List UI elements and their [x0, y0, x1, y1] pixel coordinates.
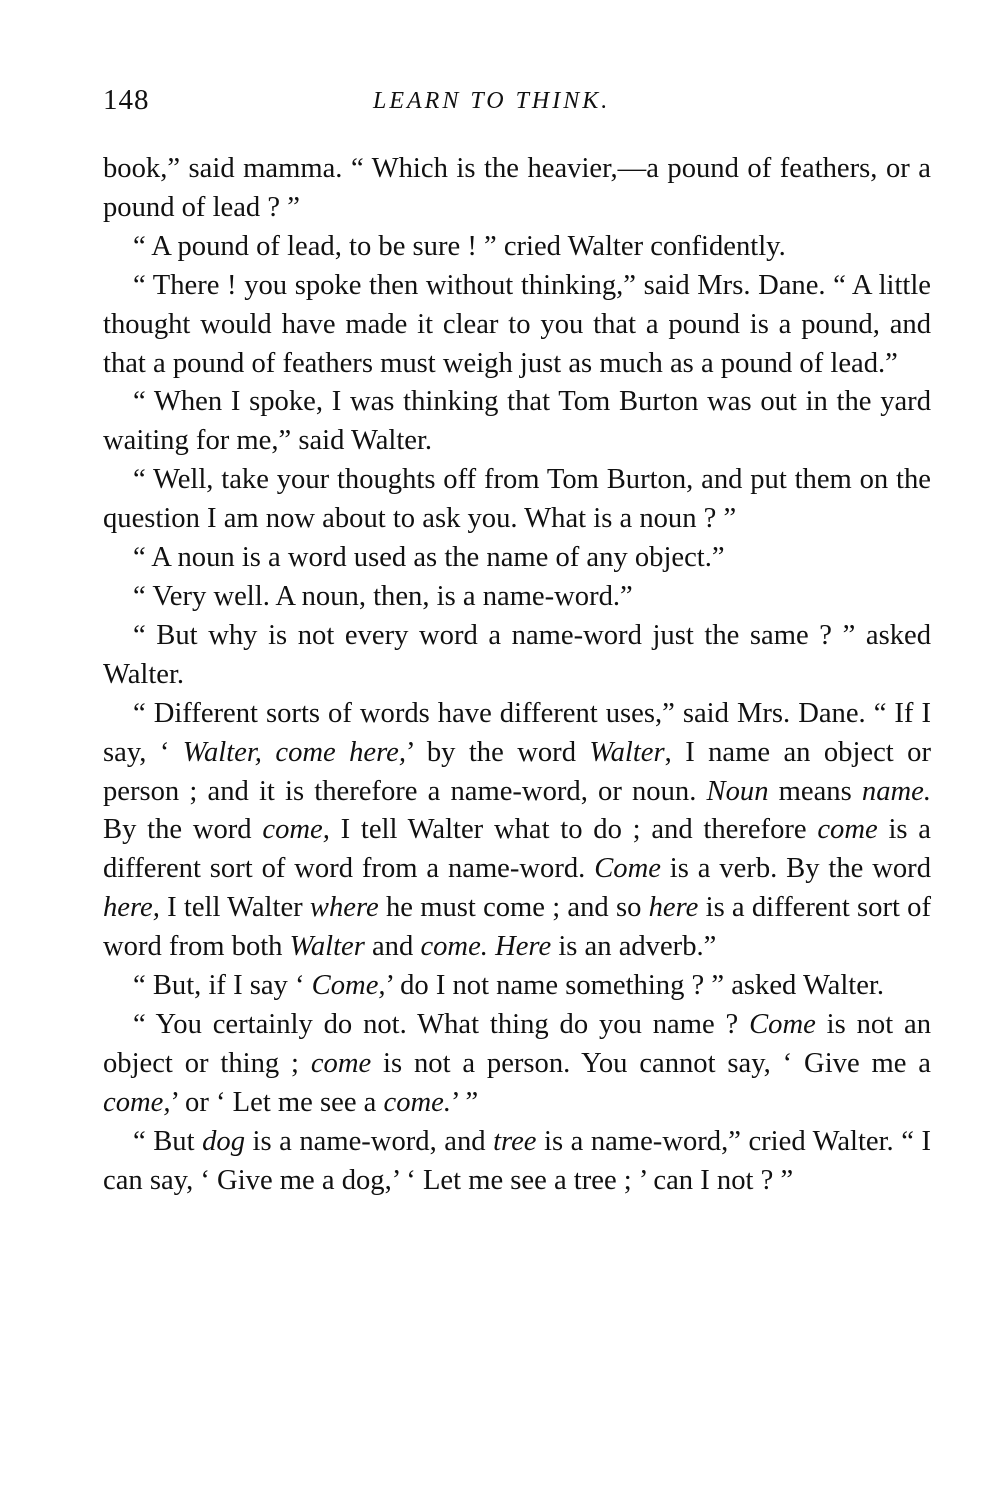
text-run: By the word — [103, 814, 263, 846]
text-run: is not an object or thing ; — [103, 1008, 931, 1079]
italic-text: Walter — [589, 736, 665, 768]
italic-text: tree — [493, 1125, 537, 1157]
italic-text: come — [310, 1047, 372, 1079]
text-run: “ A pound of lead, to be sure ! ” cried Walter confidently. — [133, 230, 786, 262]
paragraph — [103, 539, 931, 578]
text-run: is a different sort of word from a name-word. — [103, 814, 931, 885]
paragraph — [103, 695, 931, 967]
italic-text: name. — [861, 775, 931, 807]
paragraph — [103, 267, 931, 384]
italic-text: come, — [103, 1086, 171, 1118]
text-run: “ Different sorts of words have different uses,” said Mrs. Dane. “ If I say, ‘ — [103, 697, 931, 768]
italic-text: dog — [202, 1125, 245, 1157]
italic-text: come — [817, 814, 878, 846]
paragraph — [103, 578, 931, 617]
text-run: means — [768, 775, 862, 807]
italic-text: Walter, come here, — [182, 736, 407, 768]
body-text — [103, 150, 931, 1200]
text-run: is not a person. You cannot say, ‘ Give me a — [371, 1047, 931, 1079]
text-run: “ A noun is a word used as the name of any object.” — [133, 542, 725, 574]
italic-text: Noun — [706, 775, 769, 807]
italic-text: come, — [262, 814, 330, 846]
text-run: , I name an object or person ; and it is therefore a name-word, or noun. — [103, 736, 931, 807]
italic-text: Walter — [289, 931, 365, 963]
paragraph — [103, 1006, 931, 1123]
text-run: ’ do I not name something ? ” asked Walter. — [385, 970, 885, 1002]
text-run: is a name-word, and — [244, 1125, 494, 1157]
paragraph — [103, 383, 931, 461]
text-run: “ But why is not every word a name-word just the same ? ” asked Walter. — [103, 619, 931, 690]
italic-text: here, — [103, 892, 160, 924]
page-header — [103, 84, 931, 124]
paragraph — [103, 461, 931, 539]
text-run: is a verb. By the word — [660, 853, 931, 885]
text-run: “ You certainly do not. What thing do you name ? — [133, 1008, 750, 1040]
text-run: is a different sort of word from both — [103, 892, 931, 963]
page-number: 148 — [103, 84, 150, 116]
italic-text: Come, — [311, 970, 386, 1002]
text-run: “ Very well. A noun, then, is a name-word.” — [133, 580, 633, 612]
text-run: “ But — [133, 1125, 203, 1157]
italic-text: Here — [495, 931, 552, 963]
text-run: I tell Walter what to do ; and therefore — [329, 814, 818, 846]
text-run: I tell Walter — [159, 892, 310, 924]
paragraph — [103, 617, 931, 695]
italic-text: come. — [420, 931, 488, 963]
text-run: ’ by the word — [406, 736, 590, 768]
text-run: ’ ” — [450, 1086, 479, 1118]
paragraph — [103, 1123, 931, 1201]
text-run: “ There ! you spoke then without thinking,” said Mrs. Dane. “ A little thought would have made it clear to you that a pound is a pound, and that a pound of feathers must weigh just as much as a pound of lead.” — [103, 269, 931, 379]
text-run: “ But, if I say ‘ — [133, 970, 312, 1002]
text-run: “ Well, take your thoughts off from Tom Burton, and put them on the question I am now about to ask you. What is a noun ? ” — [103, 464, 931, 535]
text-run: he must come ; and so — [378, 892, 649, 924]
text-run: and — [364, 931, 421, 963]
italic-text: Come — [749, 1008, 816, 1040]
text-run: book,” said mamma. “ Which is the heavier,—a pound of feathers, or a pound of lead ? ” — [103, 153, 931, 223]
paragraph — [103, 150, 931, 228]
text-run: is a name-word,” cried Walter. “ I can say, ‘ Give me a dog,’ ‘ Let me see a tree ; ’ can I not ? ” — [103, 1125, 931, 1196]
italic-text: Come — [594, 853, 661, 885]
italic-text: where — [309, 892, 379, 924]
paragraph — [103, 228, 931, 267]
text-run: ’ or ‘ Let me see a — [170, 1086, 384, 1118]
paragraph — [103, 967, 931, 1006]
italic-text: here — [648, 892, 699, 924]
italic-text: come. — [383, 1086, 451, 1118]
text-run: “ When I spoke, I was thinking that Tom Burton was out in the yard waiting for me,” said Walter. — [103, 386, 931, 457]
text-run — [488, 931, 495, 962]
text-run: is an adverb.” — [551, 931, 717, 963]
running-title: LEARN TO THINK. — [373, 88, 611, 114]
